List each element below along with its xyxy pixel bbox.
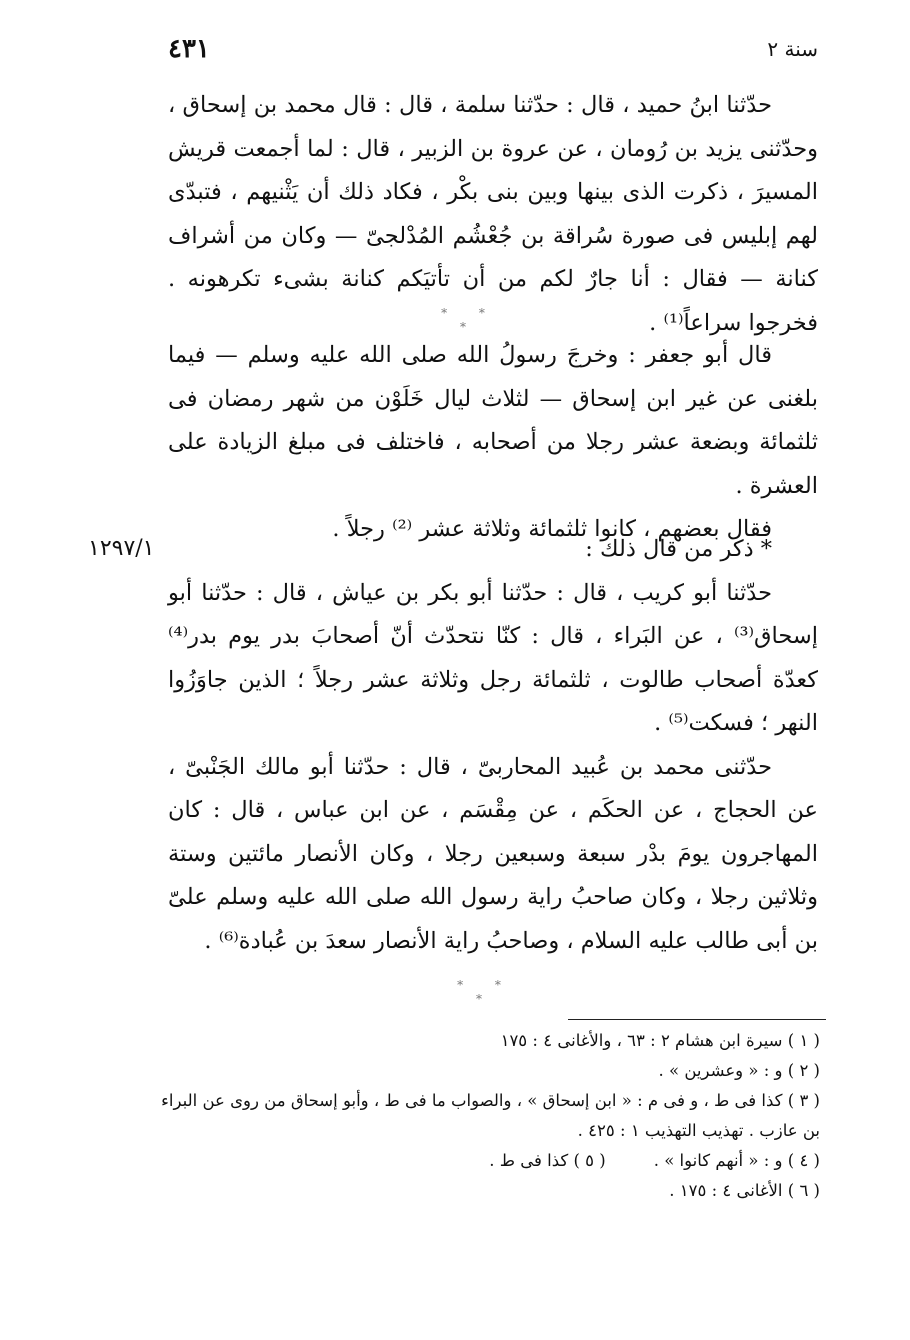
paragraph-1: حدّثنا ابنُ حميد ، قال : حدّثنا سلمة ، قال : قال محمد بن إسحاق ، وحدّثنى يزيد بن رُومان ، عن عروة بن الزبير ، قال : لما أجمعت قريش المسيرَ ، ذكرت الذى بينها وبين بنى بكْر ، فكاد ذلك أن يَثْنيهم ، فتبدّى لهم إبليس فى صورة سُراقة بن جُعْشُم المُدْلجىّ — وكان من أشراف كنانة — فقال : أنا جارٌ لكم من أن تأتيَكم كنانة بشىء تكرهونه . فخرجوا سراعاً⁽¹⁾ . [168,92,818,336]
section-heading: * ذكر من قال ذلك : [585,536,772,562]
section-divider-2: * * * [457,978,515,1006]
running-title-year: سنة ٢ [767,37,818,61]
footnote-1: ( ١ ) سيرة ابن هشام ٢ : ٦٣ ، والأغانى ٤ : ١٧٥ [500,1031,820,1050]
footnote-3: ( ٣ ) كذا فى ط ، و فى م : « ابن إسحاق » ، والصواب ما فى ط ، وأبو إسحاق من روى عن البراء بن عازب . تهذيب التهذيب ١ : ٤٢٥ . [161,1091,820,1140]
paragraph-2-block [168,334,818,552]
margin-page-ref: ١٢٩٧/١ [88,536,155,561]
footnote-4: ( ٤ ) و : « أنهم كانوا » . [653,1151,820,1170]
footnotes [160,1026,820,1206]
running-head [168,34,818,64]
section-divider-1: * * * [441,306,499,334]
footnote-row-4-5 [160,1146,820,1176]
paragraph-4-block [168,528,818,963]
footnote-2: ( ٢ ) و : « وعشرين » . [658,1061,820,1080]
footnote-rule [568,1019,826,1020]
footnote-6: ( ٦ ) الأغانى ٤ : ١٧٥ . [669,1181,820,1200]
paragraph-6: حدّثنى محمد بن عُبيد المحاربىّ ، قال : حدّثنا أبو مالك الجَنْبىّ ، عن الحجاج ، عن الحكَم ، عن مِقْسَم ، عن ابن عباس ، قال : كان المهاجرون يومَ بدْر سبعة وسبعين رجلا ، وكان الأنصار مائتين وستة وثلاثين رجلا ، وكان صاحبُ راية رسول الله صلى الله عليه وسلم علىّ بن أبى طالب عليه السلام ، وصاحبُ راية الأنصار سعدَ بن عُبادة⁽⁶⁾ . [168,753,818,954]
page-number: ٤٣١ [168,34,210,64]
paragraph-3: فقال بعضهم ، كانوا ثلثمائة وثلاثة عشر ⁽²⁾ رجلاً . [332,516,772,542]
paragraph-5: حدّثنا أبو كريب ، قال : حدّثنا أبو بكر بن عياش ، قال : حدّثنا أبو إسحاق⁽³⁾ ، عن البَراء ، قال : كنّا نتحدّث أنّ أصحابَ بدر يوم بدر⁽⁴⁾ كعدّة أصحاب طالوت ، ثلثمائة رجل وثلاثة عشر رجلاً ؛ الذين جاوَزُوا النهر ؛ فسكت⁽⁵⁾ . [168,579,818,736]
footnote-5: ( ٥ ) كذا فى ط . [489,1151,606,1170]
paragraph-2: قال أبو جعفر : وخرجَ رسولُ الله صلى الله عليه وسلم — فيما بلغنى عن غير ابن إسحاق — لثلاث ليال خَلَوْن من شهر رمضان فى ثلثمائة وبضعة عشر رجلا من أصحابه ، فاختلف فى مبلغ الزيادة على العشرة . [168,342,818,499]
